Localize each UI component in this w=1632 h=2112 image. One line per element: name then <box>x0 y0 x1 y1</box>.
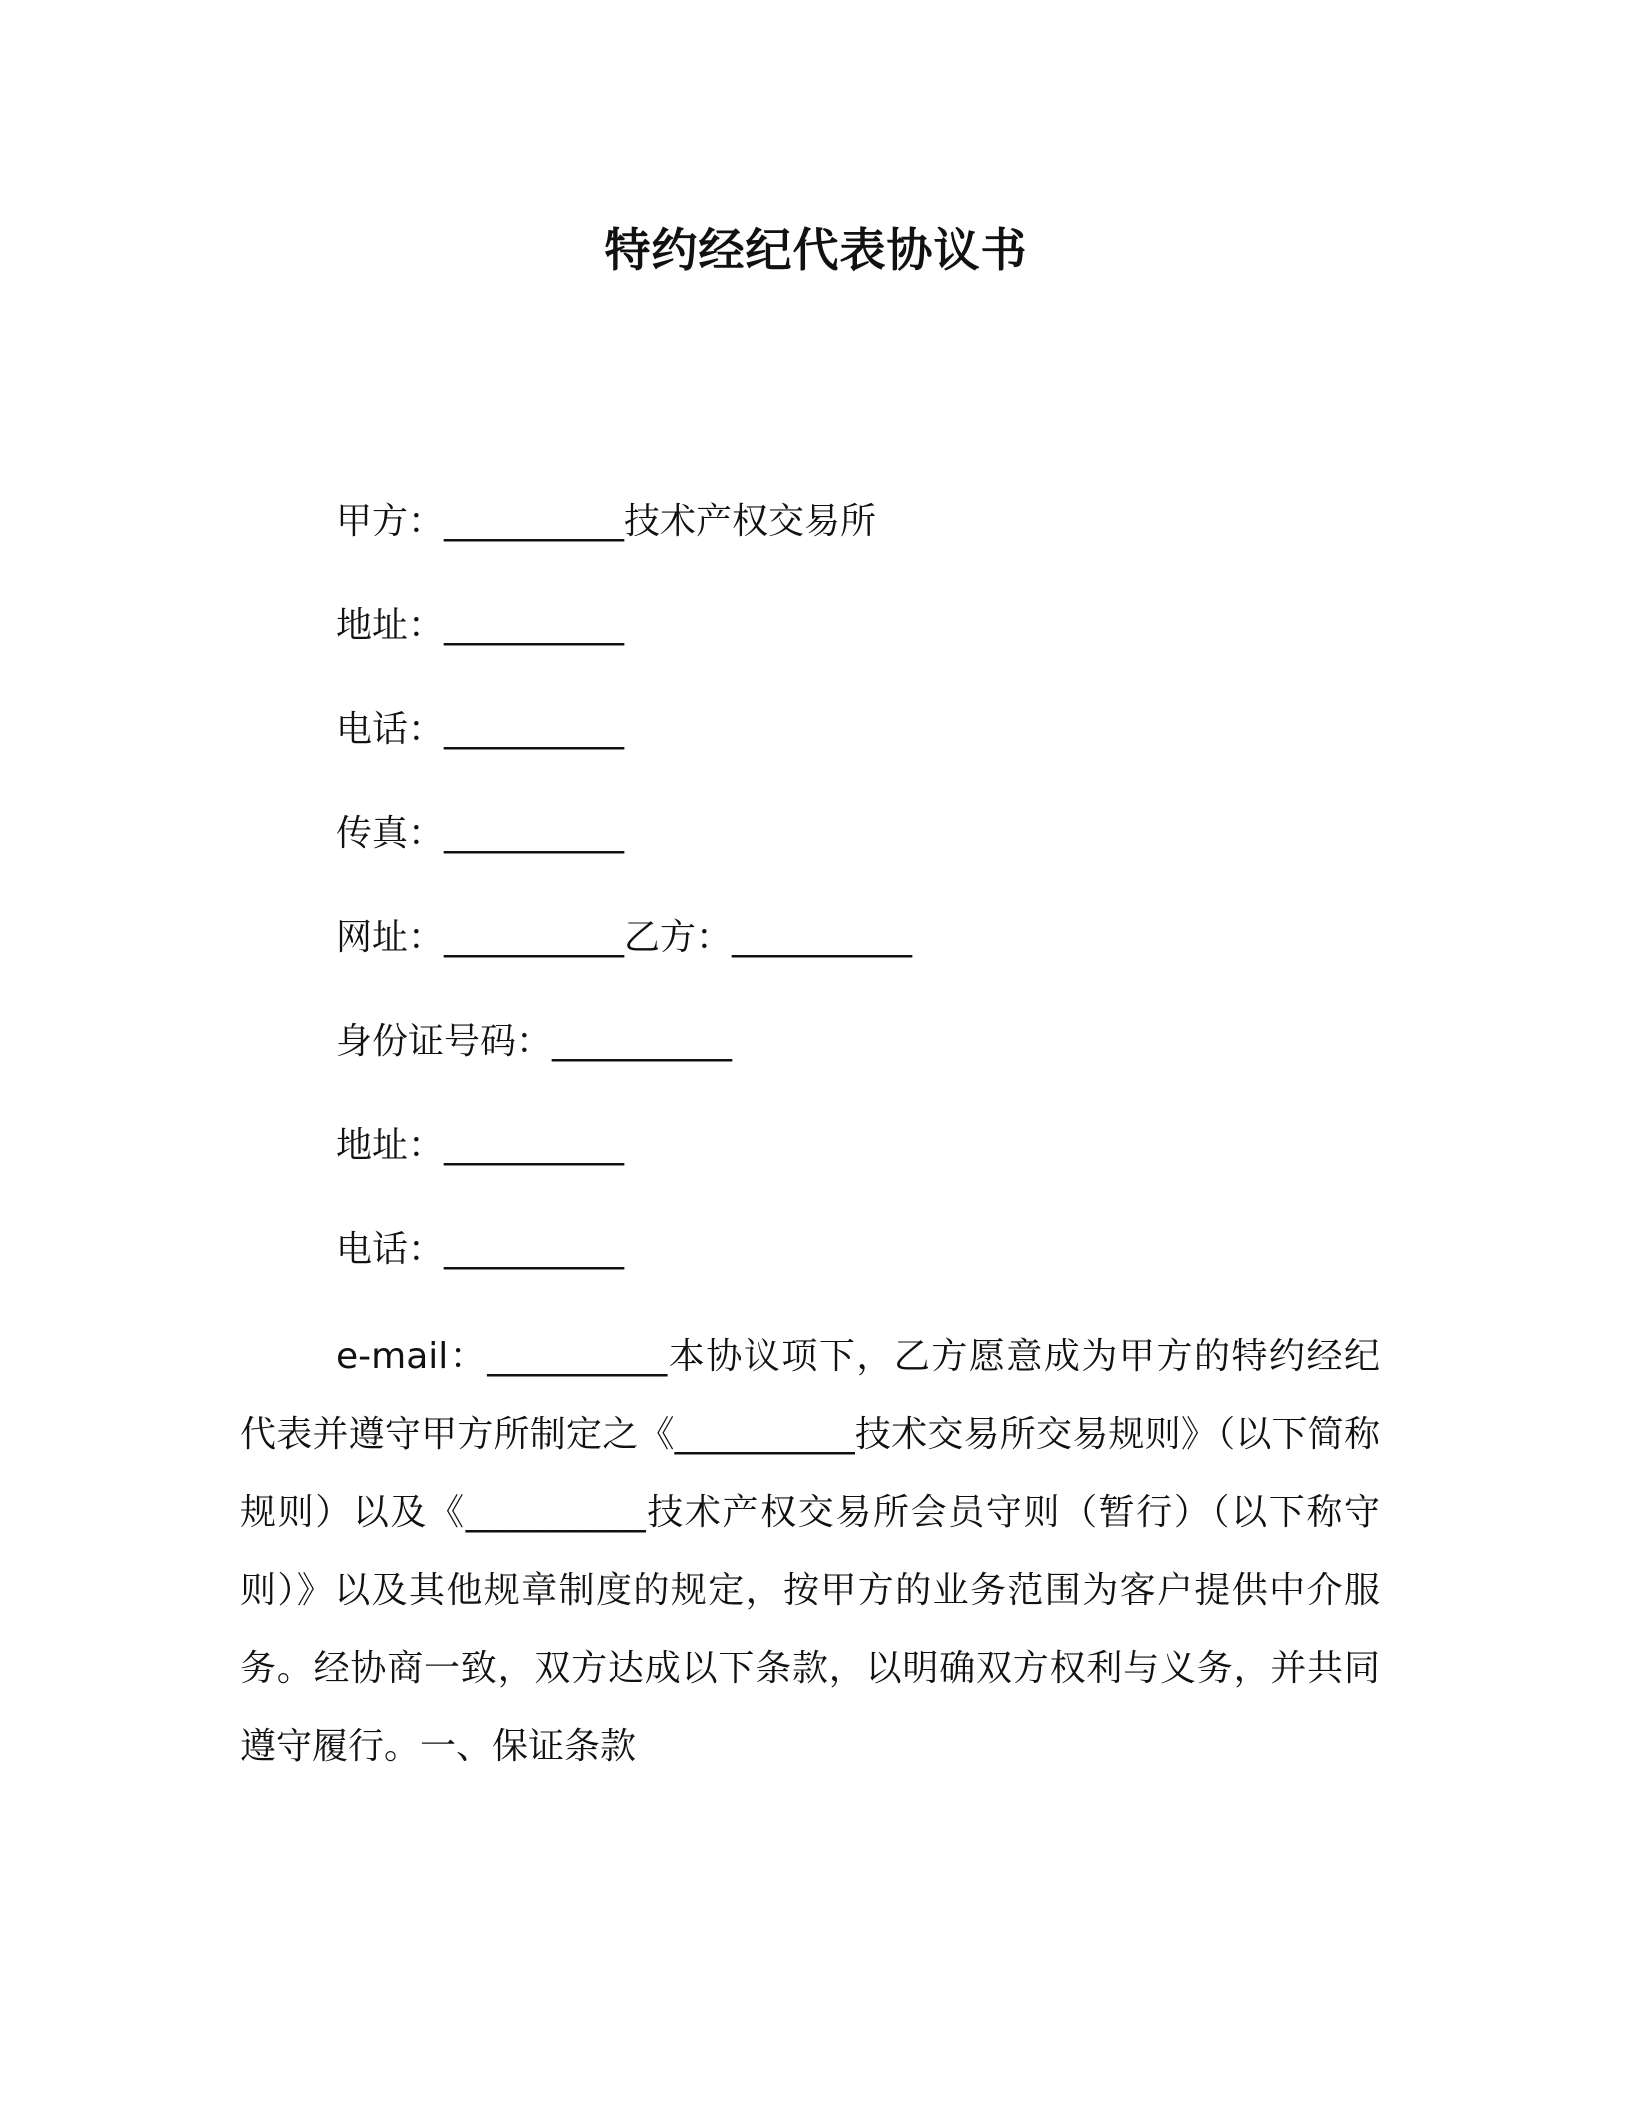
website-and-party-b-field: 网址：__________乙方：__________ <box>336 917 913 958</box>
document-title: 特约经纪代表协议书 <box>604 223 1028 277</box>
party-b-id-number-field: 身份证号码：__________ <box>336 1021 733 1062</box>
agreement-body-paragraph: e-mail：__________本协议项下，乙方愿意成为甲方的特约经纪代表并遵守甲方所制定之《__________技术交易所交易规则》（以下简称规则）以及《__________技术产权交易所会员守则（暂行）（以下称守则）》以及其他规章制度的规定，按甲方的业务范围为客户提供中介服务。经协商一致，双方达成以下条款，以明确双方权利与义务，并共同遵守履行。一、保证条款 <box>240 1336 1380 1767</box>
party-a-address-field: 地址：__________ <box>336 605 625 646</box>
party-a-phone-field: 电话：__________ <box>336 709 625 750</box>
party-a-name-field: 甲方：__________技术产权交易所 <box>336 501 877 542</box>
party-b-address-field: 地址：__________ <box>336 1125 625 1166</box>
party-b-phone-field: 电话：__________ <box>336 1229 625 1270</box>
party-a-fax-field: 传真：__________ <box>336 813 625 854</box>
